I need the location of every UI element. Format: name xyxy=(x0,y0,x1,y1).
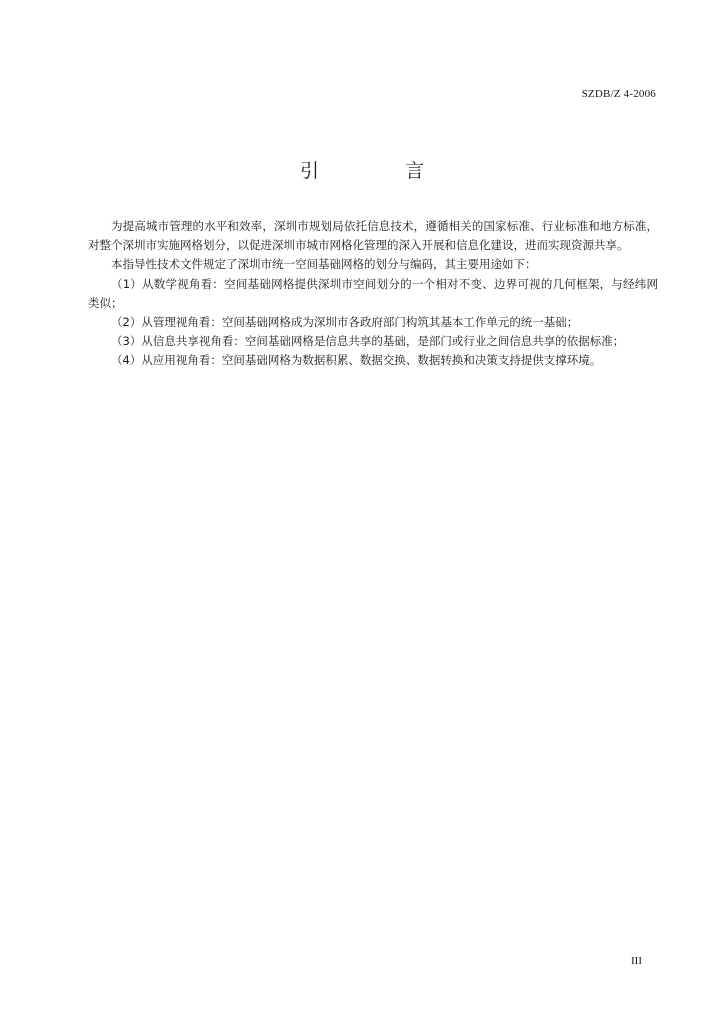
paragraph-use-management: （2）从管理视角看：空间基础网格成为深圳市各政府部门构筑其基本工作单元的统一基础； xyxy=(111,315,579,330)
document-code: SZDB/Z 4-2006 xyxy=(581,88,656,100)
paragraph-use-math: （1）从数学视角看：空间基础网格提供深圳市空间划分的一个相对不变、边界可视的几何框架，与经纬网类似； xyxy=(88,276,658,310)
introduction-body xyxy=(88,217,658,371)
paragraph-purpose: 为提高城市管理的水平和效率，深圳市规划局依托信息技术，遵循相关的国家标准、行业标准和地方标准，对整个深圳市实施网格划分，以促进深圳市城市网格化管理的深入开展和信息化建设，进而实现资源共享。 xyxy=(88,219,658,253)
paragraph-use-sharing: （3）从信息共享视角看：空间基础网格是信息共享的基础，是部门或行业之间信息共享的依据标准； xyxy=(111,334,625,349)
page-title: 引 言 xyxy=(299,160,465,182)
paragraph-scope: 本指导性技术文件规定了深圳市统一空间基础网格的划分与编码，其主要用途如下： xyxy=(111,257,537,272)
paragraph-use-application: （4）从应用视角看：空间基础网格为数据积累、数据交换、数据转换和决策支持提供支撑环境。 xyxy=(111,353,602,368)
page-number: III xyxy=(631,955,642,967)
